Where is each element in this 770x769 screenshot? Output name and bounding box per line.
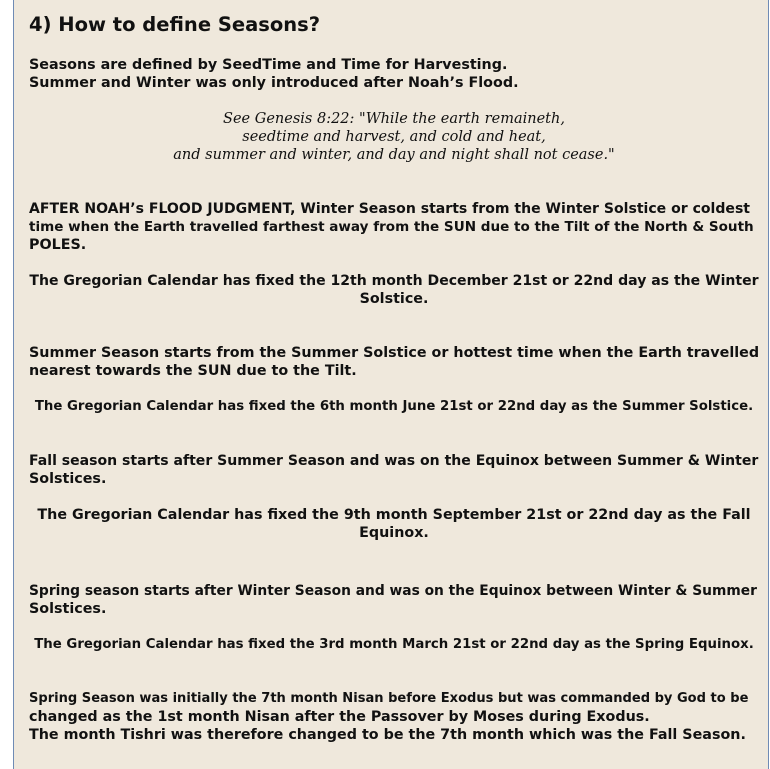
genesis-quote — [29, 110, 759, 164]
closing-line: Spring Season was initially the 7th month Nisan before Exodus but was commanded by God to be — [29, 691, 749, 706]
summer-calendar-line: The Gregorian Calendar has fixed the 6th month June 21st or 22nd day as the Summer Solstice. — [34, 399, 754, 414]
winter-calendar-line: Solstice. — [359, 291, 429, 307]
intro-line: Summer and Winter was only introduced after Noah’s Flood. — [29, 75, 519, 91]
winter-line: POLES. — [29, 237, 87, 253]
content-panel — [13, 0, 769, 769]
fall-line: Solstices. — [29, 471, 107, 487]
quote-line: See Genesis 8:22: "While the earth remaineth, — [223, 111, 565, 127]
winter-line: AFTER NOAH’s FLOOD JUDGMENT, Winter Season starts from the Winter Solstice or coldest — [29, 201, 751, 217]
closing-line: changed as the 1st month Nisan after the Passover by Moses during Exodus. — [29, 709, 650, 725]
spring-calendar-line: The Gregorian Calendar has fixed the 3rd month March 21st or 22nd day as the Spring Equinox. — [34, 637, 754, 652]
closing-paragraph — [29, 690, 759, 744]
page-title: 4) How to define Seasons? — [29, 13, 321, 36]
fall-calendar-note — [29, 506, 759, 542]
spring-paragraph — [29, 582, 759, 618]
quote-line: seedtime and harvest, and cold and heat, — [242, 129, 546, 145]
summer-paragraph — [29, 344, 759, 380]
winter-calendar-line: The Gregorian Calendar has fixed the 12th month December 21st or 22nd day as the Winter — [29, 273, 759, 289]
winter-calendar-note — [29, 272, 759, 308]
fall-paragraph — [29, 452, 759, 488]
spring-line: Spring season starts after Winter Season and was on the Equinox between Winter & Summer — [29, 583, 757, 599]
winter-paragraph — [29, 200, 759, 254]
intro-paragraph — [29, 56, 759, 92]
quote-line: and summer and winter, and day and night shall not cease." — [173, 147, 615, 163]
spring-line: Solstices. — [29, 601, 107, 617]
fall-calendar-line: Equinox. — [359, 525, 429, 541]
closing-line: The month Tishri was therefore changed to be the 7th month which was the Fall Season. — [29, 727, 746, 743]
fall-calendar-line: The Gregorian Calendar has fixed the 9th month September 21st or 22nd day as the Fall — [37, 507, 751, 523]
winter-line: time when the Earth travelled farthest away from the SUN due to the Tilt of the North & South — [29, 219, 754, 235]
summer-line: Summer Season starts from the Summer Solstice or hottest time when the Earth travelled — [29, 345, 760, 361]
summer-line: nearest towards the SUN due to the Tilt. — [29, 363, 357, 379]
spring-calendar-note — [29, 636, 759, 654]
summer-calendar-note — [29, 398, 759, 416]
intro-line: Seasons are defined by SeedTime and Time for Harvesting. — [29, 57, 508, 73]
fall-line: Fall season starts after Summer Season and was on the Equinox between Summer & Winter — [29, 453, 759, 469]
